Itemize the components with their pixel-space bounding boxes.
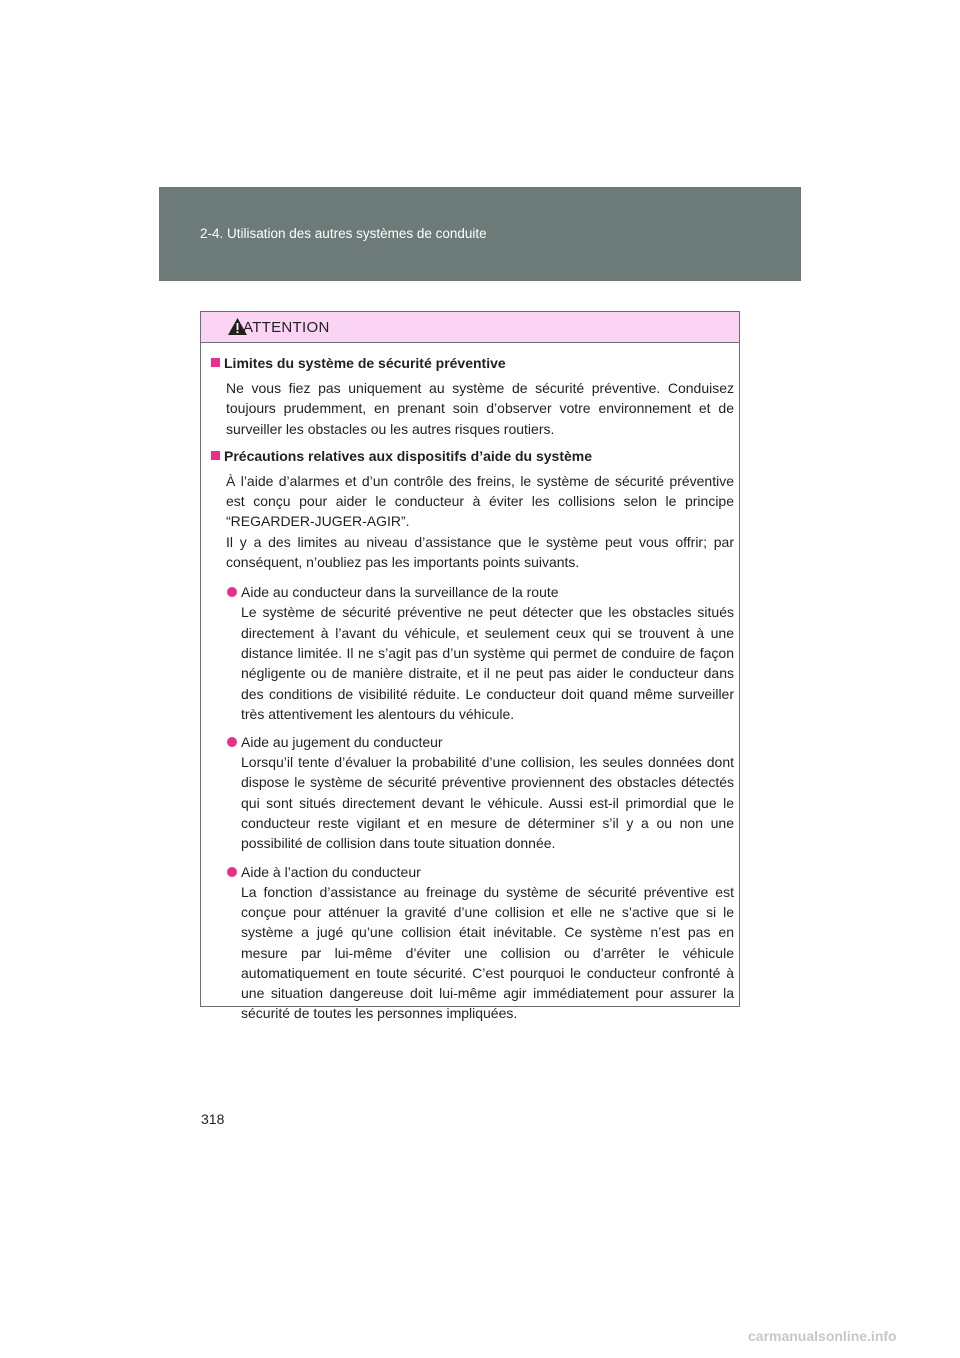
warning-body [201, 343, 739, 1024]
round-bullet-icon [227, 587, 237, 597]
warning-header [201, 312, 739, 343]
list-item [209, 732, 734, 853]
section-heading-text: Précautions relatives aux dispositifs d’aide du système [224, 447, 593, 464]
warning-box [200, 311, 740, 1022]
page-number: 318 [201, 1111, 225, 1127]
warning-label: ATTENTION [243, 319, 330, 336]
section-header-band [159, 187, 801, 281]
round-bullet-icon [227, 737, 237, 747]
paragraph: À l’aide d’alarmes et d’un contrôle des freins, le système de sécurité préventive est conçu pour aider le conducteur à éviter les collisions selon le principe “REGARDER-JUGER-AGIR”. [226, 472, 734, 530]
section-heading-precautions [209, 446, 734, 466]
square-bullet-icon [211, 358, 220, 367]
list-item-text: Le système de sécurité préventive ne peut détecter que les obstacles situés directement à l’avant du véhicule, et seulement ceux qui se trouvent à une distance limitée. Il ne s’agit pas d’un système qui permet de conduire de façon négligente ou de manière distraite, et il ne peut pas aider le conducteur dans des conditions de visibilité réduite. Le conducteur doit quand même surveiller très attentivement les alentours du véhicule. [241, 604, 734, 722]
list-item [209, 582, 734, 724]
list-item [209, 862, 734, 1024]
square-bullet-icon [211, 451, 220, 460]
paragraph: Ne vous fiez pas uniquement au système de sécurité préventive. Conduisez toujours prudemment, en prenant soin d’observer votre environnement et de surveiller les obstacles ou les autres risques routiers. [226, 380, 734, 437]
round-bullet-icon [227, 867, 237, 877]
watermark: carmanualsonline.info [748, 1328, 897, 1344]
section-heading-text: Limites du système de sécurité préventive [224, 355, 506, 371]
list-item-title: Aide au jugement du conducteur [241, 734, 443, 751]
section-title: 2-4. Utilisation des autres systèmes de conduite [200, 226, 487, 241]
list-item-title: Aide au conducteur dans la surveillance de la route [241, 584, 559, 601]
section-heading-limits [209, 353, 734, 373]
list-item-text: La fonction d’assistance au freinage du système de sécurité préventive est conçue pour atténuer la gravité d’une collision et elle ne s’active que si le système a jugé qu’une collision était inévitable. Ce système n’est pas en mesure par lui-même d’éviter une collision ou d’arrêter le véhicule automatiquement en toute sécurité. C’est pourquoi le conducteur confronté à une situation dangereuse doit lui-même agir immédiatement pour assurer la sécurité de toutes les personnes impliquées. [241, 883, 734, 1022]
list-item-text: Lorsqu’il tente d’évaluer la probabilité d’une collision, les seules données dont dispose le système de sécurité préventive proviennent des obstacles détectés qui sont situés directement devant le véhicule. Aussi est-il primordial que le conducteur reste vigilant et en mesure de déterminer s’il y a ou non une possibilité de collision dans toute situation donnée. [241, 754, 734, 852]
list-item-title: Aide à l’action du conducteur [241, 863, 421, 880]
paragraph: Il y a des limites au niveau d’assistance que le système peut vous offrir; par conséquent, n’oubliez pas les importants points suivants. [226, 533, 734, 571]
